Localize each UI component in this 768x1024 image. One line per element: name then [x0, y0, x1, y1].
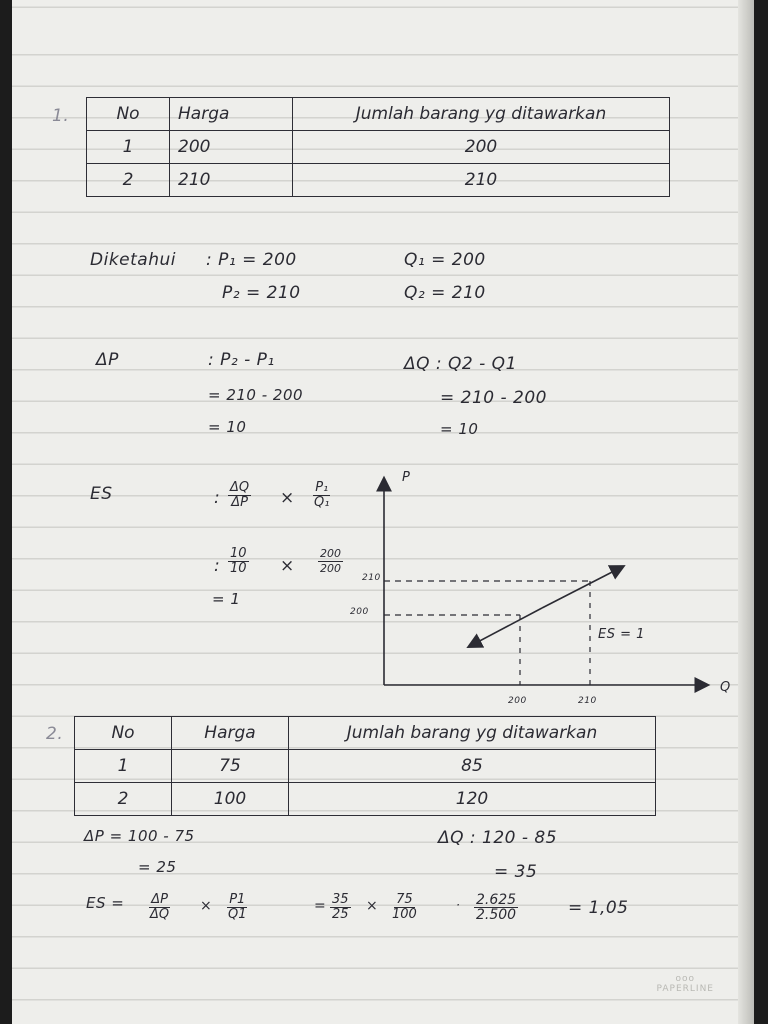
p1-given: : P₁ = 200	[206, 250, 297, 270]
es-sub-colon: :	[214, 556, 221, 576]
es-label: ES	[90, 484, 113, 504]
delta-p-line3: = 10	[208, 418, 247, 436]
x-tick-200: 200	[508, 696, 527, 706]
header-no: No	[87, 98, 170, 131]
delta-q-line1: ΔQ : Q2 - Q1	[404, 354, 517, 374]
p2-es-times-2: ×	[366, 898, 379, 914]
supply-line-upper-arrow	[542, 568, 620, 608]
cell-harga: 200	[170, 131, 293, 164]
table-header-row	[75, 717, 656, 750]
table-row	[75, 750, 656, 783]
fraction-200-over-200: $\frac{200}{200}$	[320, 547, 341, 575]
brand-logo-icon: ooo	[675, 974, 696, 984]
p2-es-equals-2: ·	[456, 898, 461, 912]
cell-jumlah: 85	[289, 750, 656, 783]
header-no: No	[75, 717, 172, 750]
es-times-sign: ×	[280, 488, 295, 508]
y-tick-200: 200	[350, 607, 369, 617]
diketahui-label: Diketahui	[90, 250, 176, 270]
delta-p-line2: = 210 - 200	[208, 386, 304, 404]
supply-curve-graph	[12, 0, 754, 720]
supply-line-lower-arrow	[472, 608, 542, 645]
fraction-p1-over-q1: $\frac{\text{P₁}}{\text{Q₁}}$	[314, 480, 330, 510]
p2-delta-q-line1: ΔQ : 120 - 85	[438, 828, 558, 848]
cell-no: 2	[87, 164, 170, 197]
cell-harga: 100	[172, 783, 289, 816]
fraction-dp-over-dq: $\frac{\Delta P}{\Delta Q}$	[150, 892, 170, 922]
p2-delta-q-line2: = 35	[494, 862, 538, 882]
problem2-table	[74, 716, 656, 816]
delta-q-line3: = 10	[440, 420, 479, 438]
cell-jumlah: 210	[293, 164, 670, 197]
header-jumlah: Jumlah barang yg ditawarkan	[289, 717, 656, 750]
header-jumlah: Jumlah barang yg ditawarkan	[293, 98, 670, 131]
brand-name: PAPERLINE	[656, 984, 714, 994]
graph-annotation: ES = 1	[598, 627, 645, 642]
p2-es-label: ES =	[86, 894, 125, 912]
y-axis-label: P	[402, 470, 411, 485]
fraction-p1-over-q1: $\frac{P1}{Q1}$	[228, 892, 247, 922]
paperline-brand	[657, 974, 714, 994]
header-harga: Harga	[170, 98, 293, 131]
y-tick-210: 210	[362, 573, 381, 583]
p2-given: P₂ = 210	[222, 283, 301, 303]
cell-harga: 210	[170, 164, 293, 197]
table-row	[75, 783, 656, 816]
problem1-number: 1.	[52, 106, 70, 126]
header-harga: Harga	[172, 717, 289, 750]
delta-p-line1: : P₂ - P₁	[208, 350, 275, 370]
notebook-page	[12, 0, 754, 1024]
es-sub-times-sign: ×	[280, 556, 295, 576]
es-result: = 1	[212, 590, 241, 608]
fraction-75-over-100: $\frac{75}{100}$	[392, 892, 417, 922]
cell-harga: 75	[172, 750, 289, 783]
p2-delta-p-line1: ΔP = 100 - 75	[84, 827, 195, 845]
fraction-10-over-10: $\frac{10}{10}$	[230, 546, 247, 576]
es-colon: :	[214, 488, 221, 508]
fraction-35-over-25: $\frac{35}{25}$	[332, 892, 349, 922]
q2-given: Q₂ = 210	[404, 283, 486, 303]
x-axis-label: Q	[720, 680, 731, 695]
delta-q-line2: = 210 - 200	[440, 388, 547, 408]
delta-p-label: ΔP	[96, 350, 119, 370]
fraction-2625-over-2500: $\frac{2.625}{2.500}$	[476, 892, 517, 923]
fraction-dq-over-dp: $\frac{\Delta Q}{\Delta P}$	[230, 480, 250, 510]
cell-no: 1	[75, 750, 172, 783]
p2-es-equals: =	[314, 898, 327, 914]
cell-no: 2	[75, 783, 172, 816]
cell-jumlah: 200	[293, 131, 670, 164]
p2-delta-p-line2: = 25	[138, 858, 177, 876]
p2-es-times-1: ×	[200, 898, 213, 914]
cell-no: 1	[87, 131, 170, 164]
cell-jumlah: 120	[289, 783, 656, 816]
x-tick-210: 210	[578, 696, 597, 706]
p2-es-result: = 1,05	[568, 898, 629, 918]
problem2-number: 2.	[46, 724, 64, 744]
q1-given: Q₁ = 200	[404, 250, 486, 270]
